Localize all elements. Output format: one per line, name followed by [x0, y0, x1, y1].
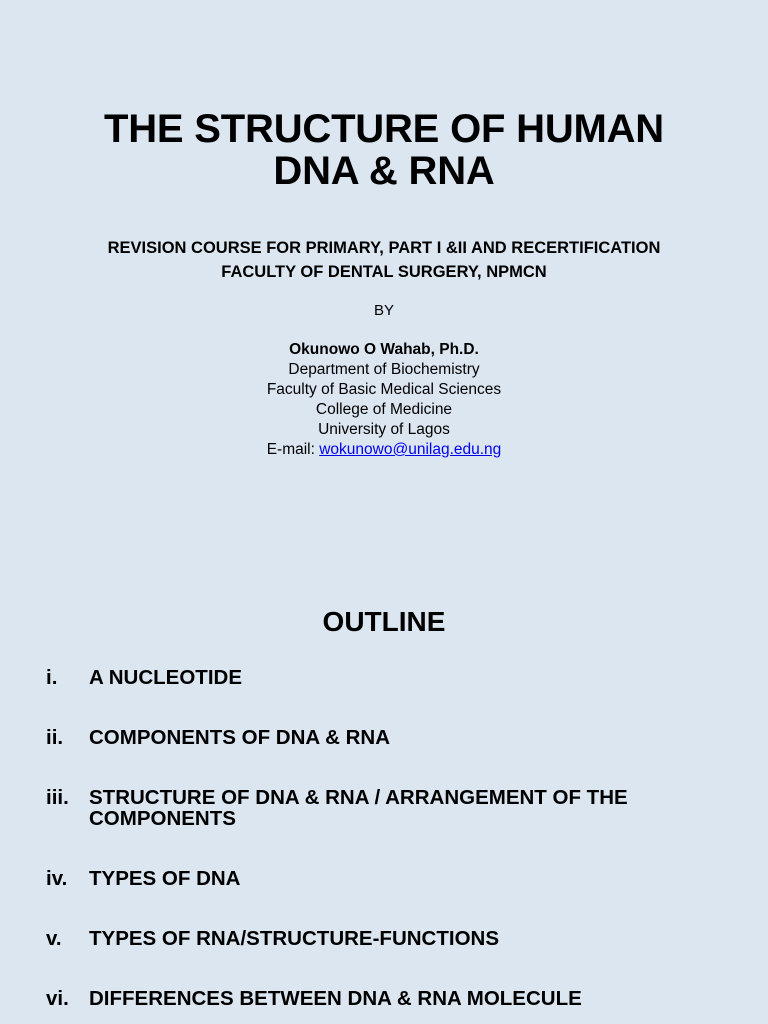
outline-item-text: DIFFERENCES BETWEEN DNA & RNA MOLECULE: [89, 987, 582, 1010]
author-college: College of Medicine: [315, 401, 453, 418]
outline-item-text: A NUCLEOTIDE: [89, 666, 242, 689]
subtitle: [0, 236, 768, 284]
author-name: Okunowo O Wahab, Ph.D.: [289, 341, 479, 358]
email-label: E-mail:: [266, 441, 320, 458]
outline-item-number: vi.: [46, 987, 69, 1010]
subtitle-line-2: FACULTY OF DENTAL SURGERY, NPMCN: [221, 263, 547, 281]
author-department: Department of Biochemistry: [288, 361, 480, 378]
outline-item-text: TYPES OF RNA/STRUCTURE-FUNCTIONS: [89, 927, 499, 950]
outline-item: [46, 667, 726, 688]
email-link[interactable]: wokunowo@unilag.edu.ng: [319, 441, 502, 458]
author-faculty: Faculty of Basic Medical Sciences: [266, 381, 502, 398]
outline-heading: OUTLINE: [322, 606, 446, 637]
outline-item: [46, 988, 726, 1009]
outline-item-text: TYPES OF DNA: [89, 867, 241, 890]
outline-item-text: COMPONENTS OF DNA & RNA: [89, 726, 391, 749]
outline-item: [46, 787, 726, 829]
outline-item: [46, 928, 726, 949]
outline-item-number: i.: [46, 666, 58, 689]
author-university: University of Lagos: [318, 421, 450, 438]
outline-item-number: v.: [46, 927, 62, 950]
page-title: [0, 108, 768, 192]
author-email-line: [0, 440, 768, 460]
subtitle-line-1: REVISION COURSE FOR PRIMARY, PART I &II AND RECERTIFICATION: [107, 239, 661, 257]
outline-item-number: iii.: [46, 786, 69, 809]
by-label: BY: [373, 302, 394, 319]
outline-item-number: iv.: [46, 867, 68, 890]
title-line-1: THE STRUCTURE OF HUMAN: [103, 107, 664, 151]
title-line-2: DNA & RNA: [273, 149, 495, 193]
outline-item: [46, 868, 726, 889]
outline-item-text: STRUCTURE OF DNA & RNA / ARRANGEMENT OF THE COMPONENTS: [89, 786, 628, 830]
outline-item: [46, 727, 726, 748]
author-block: [0, 340, 768, 460]
outline-item-number: ii.: [46, 726, 64, 749]
